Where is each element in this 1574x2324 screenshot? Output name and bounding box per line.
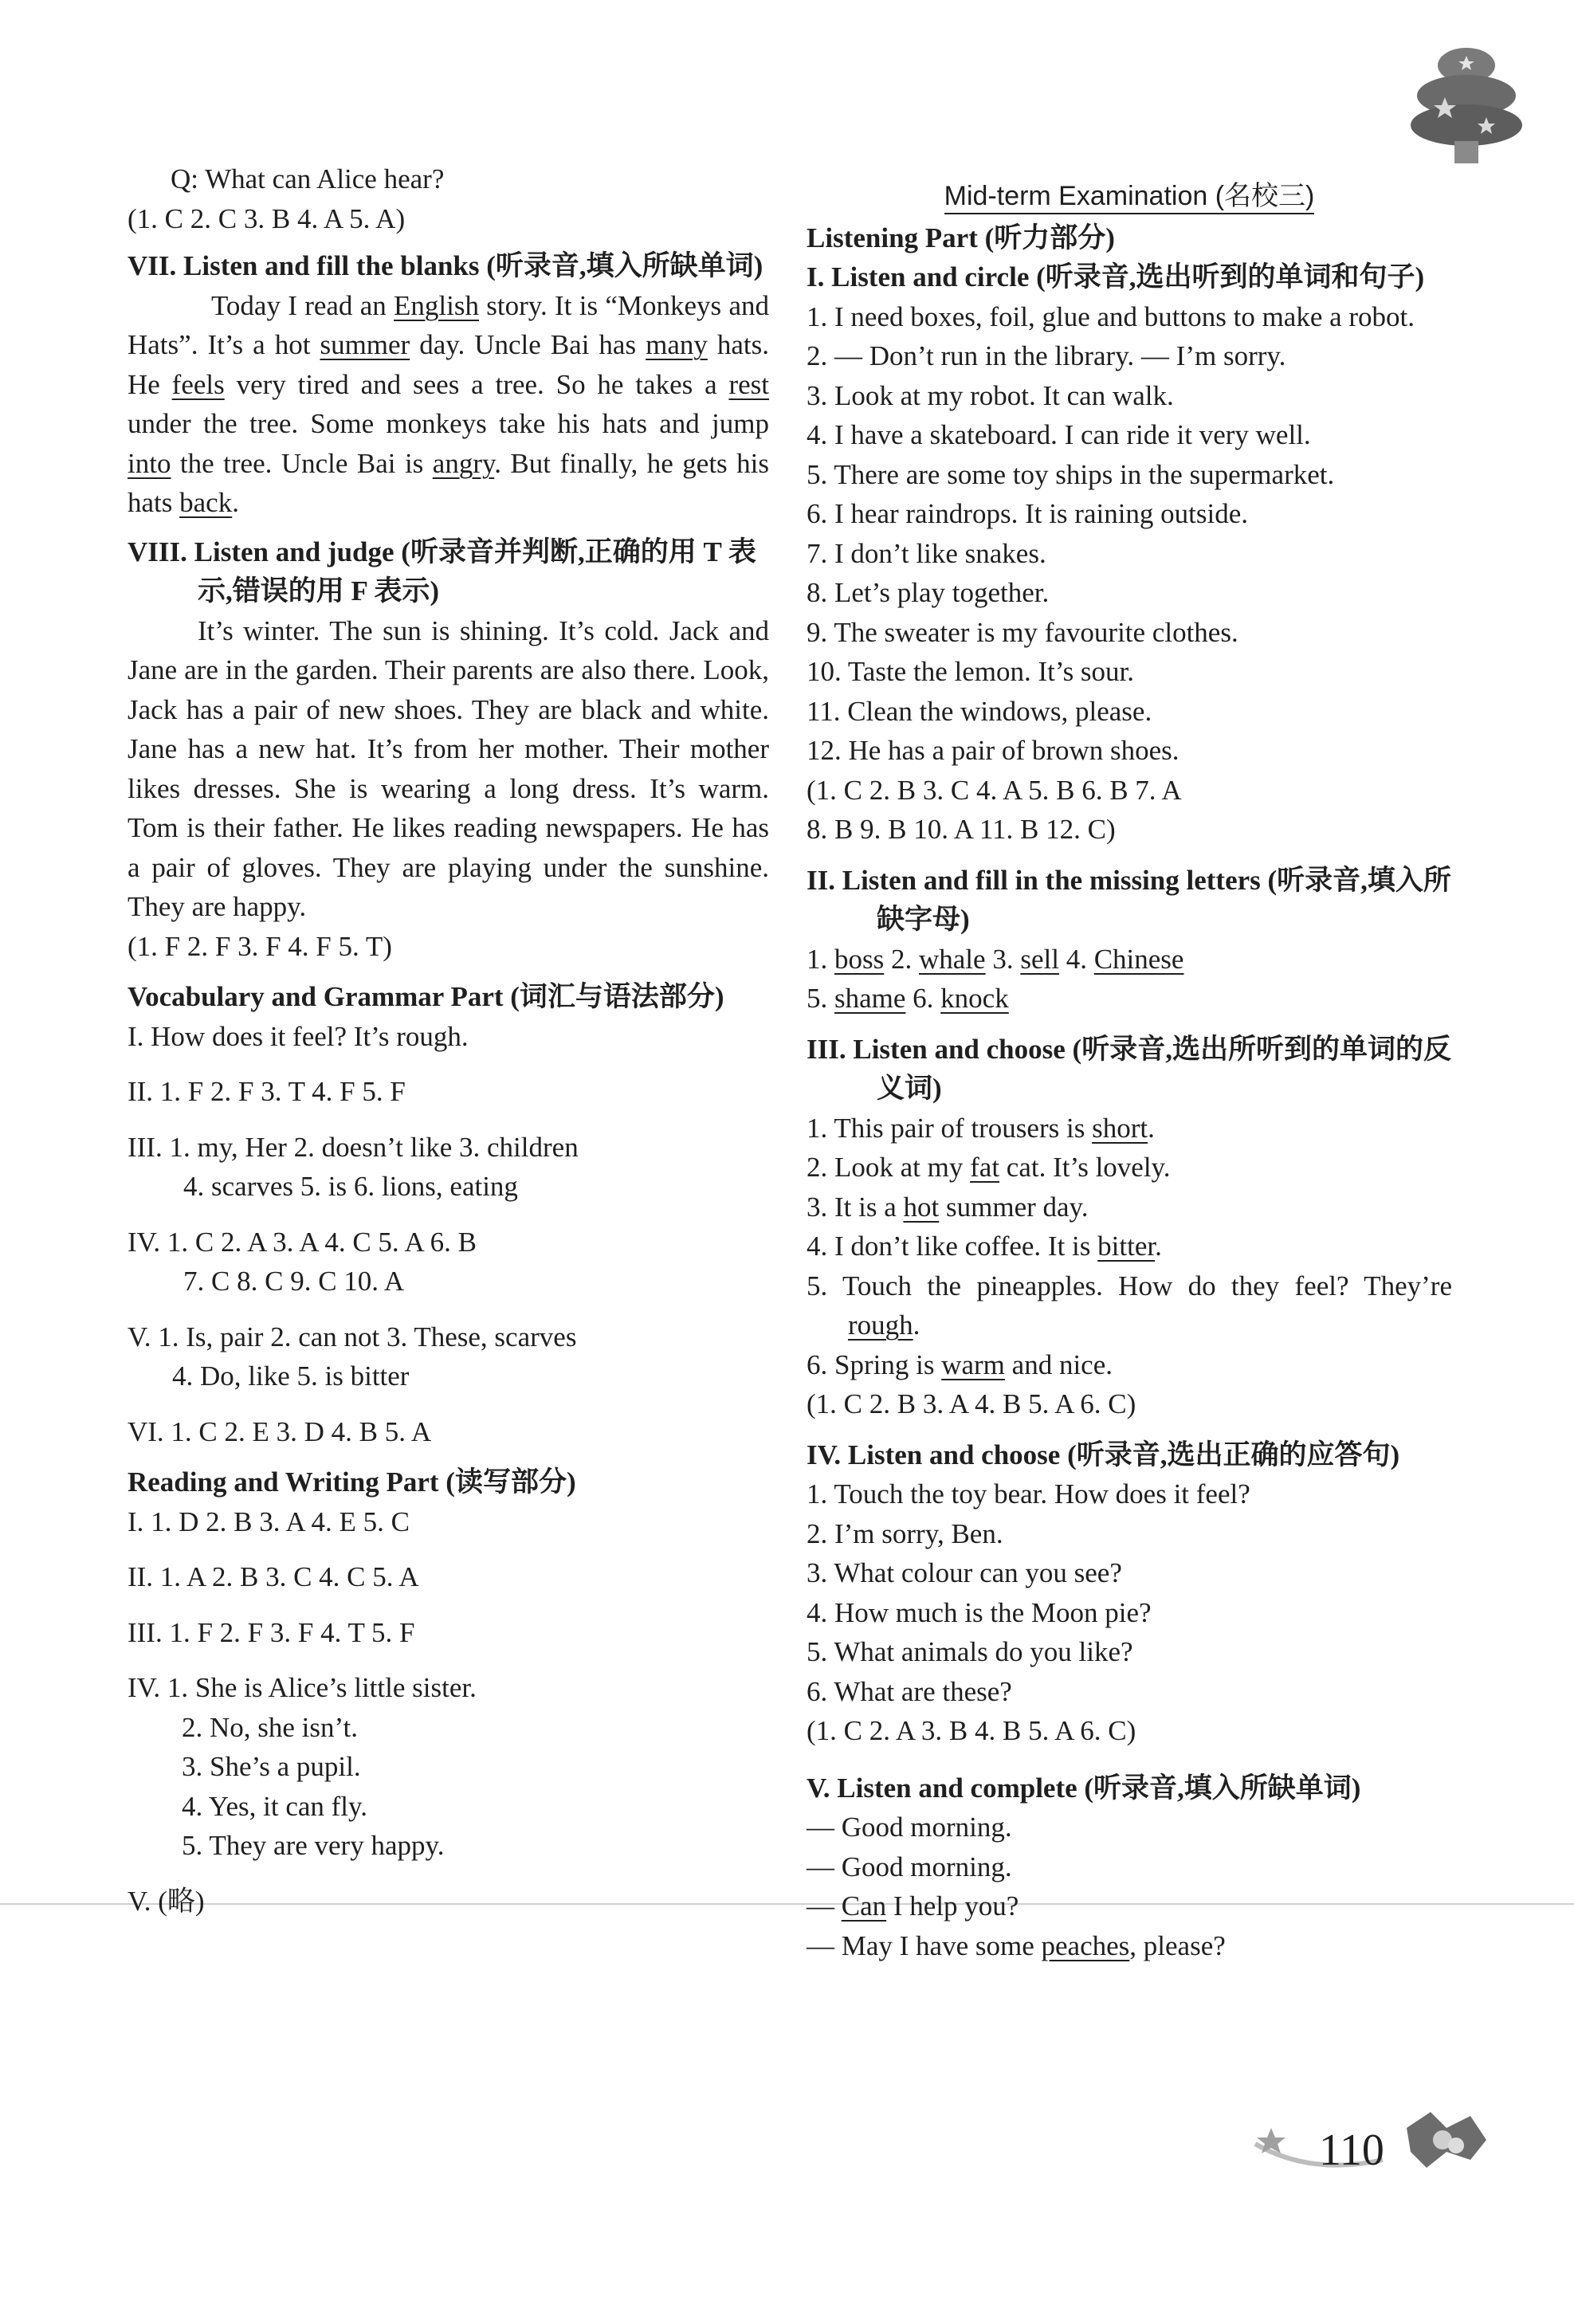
answer-line: II. 1. A 2. B 3. C 4. C 5. A xyxy=(128,1561,419,1592)
answer-line: 7. C 8. C 9. C 10. A xyxy=(183,1266,405,1297)
dialogue xyxy=(807,1808,1452,1965)
filled-blank: whale xyxy=(919,943,986,975)
filled-blank: Can xyxy=(841,1890,887,1922)
text-run: 6. Spring is xyxy=(807,1348,942,1380)
sentence-item: 6. What are these? xyxy=(807,1675,1012,1707)
question-line: Q: What can Alice hear? xyxy=(171,163,445,194)
answer-line: (1. C 2. A 3. B 4. B 5. A 6. C) xyxy=(807,1715,1136,1746)
answer-line: 4. Yes, it can fly. xyxy=(182,1790,368,1822)
answer-line: IV. 1. She is Alice’s little sister. xyxy=(128,1672,477,1703)
text-run: and nice. xyxy=(1004,1348,1113,1380)
filled-blank: many xyxy=(646,329,708,360)
filled-blank: Chinese xyxy=(1093,943,1184,975)
text-run: . xyxy=(913,1309,920,1341)
sentence-item xyxy=(807,1345,1452,1385)
text-run: 4. xyxy=(1058,943,1094,975)
sentence-list xyxy=(807,297,1452,771)
right-column xyxy=(807,177,1452,1965)
passage-fill-blanks xyxy=(128,286,769,523)
text-run: 2. Look at my xyxy=(807,1152,971,1183)
sentence-item: 11. Clean the windows, please. xyxy=(807,695,1152,727)
filled-blank: boss xyxy=(834,943,885,975)
text-run: 2. xyxy=(884,943,919,975)
text-run: cat. It’s lovely. xyxy=(999,1152,1171,1183)
text-run: under the tree. Some monkeys take his hats and jump xyxy=(128,408,769,439)
sentence-item: 1. I need boxes, foil, glue and buttons to make a robot. xyxy=(807,300,1415,332)
answer-line: 3. She’s a pupil. xyxy=(182,1751,361,1782)
part-heading: Listening Part (听力部分) xyxy=(807,222,1115,253)
page-number: 110 xyxy=(1319,2126,1384,2175)
sentence-item xyxy=(807,1148,1452,1188)
sentence-item: 3. Look at my robot. It can walk. xyxy=(807,379,1174,411)
filled-blank: angry xyxy=(432,447,495,479)
section-heading: II. Listen and fill in the missing letters (听录音,填入所缺字母) xyxy=(807,864,1451,935)
answer-line: 4. Do, like 5. is bitter xyxy=(172,1360,410,1392)
answer-line: V. 1. Is, pair 2. can not 3. These, scarves xyxy=(128,1321,577,1352)
text-run: Today I read an xyxy=(211,289,394,321)
sentence-item: 8. Let’s play together. xyxy=(807,577,1050,608)
filled-blank: bitter xyxy=(1097,1231,1156,1262)
tree-ornament-icon xyxy=(1407,41,1526,169)
sentence-list xyxy=(807,1109,1452,1385)
text-run: summer day. xyxy=(939,1191,1089,1223)
answer-line: II. 1. F 2. F 3. T 4. F 5. F xyxy=(128,1076,406,1107)
answer-line: (1. C 2. B 3. A 4. B 5. A 6. C) xyxy=(807,1388,1136,1419)
filled-blank: feels xyxy=(171,368,225,400)
sentence-item: 5. There are some toy ships in the supermarket. xyxy=(807,458,1335,490)
sentence-item: 7. I don’t like snakes. xyxy=(807,537,1046,569)
filled-blank: rough xyxy=(848,1309,913,1341)
sentence-item: 9. The sweater is my favourite clothes. xyxy=(807,616,1238,648)
text-run: day. Uncle Bai has xyxy=(410,329,646,360)
answer-line: IV. 1. C 2. A 3. A 4. C 5. A 6. B xyxy=(128,1226,477,1258)
filled-blank: shame xyxy=(834,983,906,1014)
sentence-item: 4. I have a skateboard. I can ride it very well. xyxy=(807,419,1311,450)
text-run: 5. Touch the pineapples. How do they feel? They’re xyxy=(807,1270,1452,1301)
sentence-item: 4. How much is the Moon pie? xyxy=(807,1596,1152,1628)
sentence-item: 12. He has a pair of brown shoes. xyxy=(807,735,1180,766)
answer-line: (1. F 2. F 3. F 4. F 5. T) xyxy=(128,930,392,962)
section-heading: VII. Listen and fill the blanks (听录音,填入所缺单词) xyxy=(128,250,763,281)
answer-line: (1. C 2. B 3. C 4. A 5. B 6. B 7. A xyxy=(807,774,1182,806)
answer-line: I. How does it feel? It’s rough. xyxy=(128,1020,469,1052)
filled-blank: peaches xyxy=(1041,1929,1130,1961)
left-column xyxy=(128,159,769,1921)
answer-line: VI. 1. C 2. E 3. D 4. B 5. A xyxy=(128,1415,432,1447)
section-heading: III. Listen and choose (听录音,选出所听到的单词的反义词) xyxy=(807,1033,1451,1104)
answer-line: III. 1. my, Her 2. doesn’t like 3. children xyxy=(128,1131,579,1163)
sentence-item: 6. I hear raindrops. It is raining outside. xyxy=(807,498,1249,529)
sentence-item xyxy=(807,1266,1452,1345)
word-row xyxy=(807,979,1452,1019)
sentence-item: 10. Taste the lemon. It’s sour. xyxy=(807,656,1135,687)
answer-line: 4. scarves 5. is 6. lions, eating xyxy=(183,1171,518,1202)
answer-line: 5. They are very happy. xyxy=(182,1830,445,1861)
dialogue-line xyxy=(807,1886,1452,1926)
sentence-item: 5. What animals do you like? xyxy=(807,1636,1133,1667)
part-heading: Reading and Writing Part (读写部分) xyxy=(128,1466,576,1498)
sentence-item: 3. What colour can you see? xyxy=(807,1557,1122,1588)
filled-blank: hot xyxy=(903,1191,940,1223)
text-run: . xyxy=(232,487,239,518)
sentence-item xyxy=(807,1188,1452,1227)
filled-blank: rest xyxy=(728,368,770,400)
word-row xyxy=(807,940,1452,979)
sentence-item xyxy=(807,1227,1452,1266)
filled-blank: back xyxy=(179,487,233,518)
text-run: very tired and sees a tree. So he takes a xyxy=(224,368,729,400)
text-run: I help you? xyxy=(886,1890,1019,1922)
sentence-item xyxy=(807,1109,1452,1148)
text-run: story. It is “Monkeys and Hats”. It’s a hot xyxy=(128,289,769,360)
section-heading: IV. Listen and choose (听录音,选出正确的应答句) xyxy=(807,1439,1400,1470)
exam-title-text: Mid-term Examination (名校三) xyxy=(944,181,1315,214)
text-run: hats. He xyxy=(128,329,769,400)
text-run: 4. I don’t like coffee. It is xyxy=(807,1231,1098,1262)
text-run: , please? xyxy=(1129,1929,1226,1961)
answer-line: I. 1. D 2. B 3. A 4. E 5. C xyxy=(128,1505,410,1537)
sentence-list xyxy=(807,1474,1452,1711)
text-run: . xyxy=(1148,1112,1155,1144)
filled-blank: fat xyxy=(970,1152,1000,1183)
section-heading: I. Listen and circle (听录音,选出听到的单词和句子) xyxy=(807,261,1425,292)
dialogue-line xyxy=(807,1847,1452,1887)
text-run: . But finally, he gets his hats xyxy=(128,447,769,518)
sentence-item: 2. I’m sorry, Ben. xyxy=(807,1517,1003,1549)
dialogue-line xyxy=(807,1926,1452,1966)
answer-line: V. (略) xyxy=(128,1885,205,1917)
filled-blank: knock xyxy=(940,983,1009,1014)
text-run: . xyxy=(1155,1231,1162,1262)
text-run: — Good morning. xyxy=(807,1851,1012,1882)
text-run: — Good morning. xyxy=(807,1812,1012,1843)
filled-blank: into xyxy=(128,447,171,479)
text-run: — May I have some xyxy=(807,1929,1042,1961)
answer-line: 8. B 9. B 10. A 11. B 12. C) xyxy=(807,814,1116,845)
text-run: 3. It is a xyxy=(807,1191,904,1223)
section-heading: V. Listen and complete (听录音,填入所缺单词) xyxy=(807,1772,1361,1804)
dialogue-line xyxy=(807,1808,1452,1847)
answer-line: 2. No, she isn’t. xyxy=(182,1711,359,1743)
sentence-item: 1. Touch the toy bear. How does it feel? xyxy=(807,1478,1250,1509)
answer-line: III. 1. F 2. F 3. F 4. T 5. F xyxy=(128,1616,415,1648)
text-run: — xyxy=(807,1890,842,1922)
text-run: 1. xyxy=(807,943,834,975)
text-run: 6. xyxy=(905,983,941,1014)
answer-line: (1. C 2. C 3. B 4. A 5. A) xyxy=(128,202,406,234)
filled-blank: short xyxy=(1092,1112,1148,1144)
exam-title xyxy=(807,177,1452,217)
filled-blank: sell xyxy=(1020,943,1059,975)
text-run: 3. xyxy=(985,943,1021,975)
text-run: 1. This pair of trousers is xyxy=(807,1112,1093,1144)
passage-judge: It’s winter. The sun is shining. It’s cold. Jack and Jane are in the garden. Their parents are also there. Look, Jack has a pair of new shoes. They are black and white. Jane has a new hat. It’s from her mother. Their mother likes dresses. She is wearing a long dress. It’s warm. Tom is their father. He likes reading newspapers. He has a pair of gloves. They are playing under the sunshine. They are happy. xyxy=(128,614,769,922)
part-heading: Vocabulary and Grammar Part (词汇与语法部分) xyxy=(128,981,724,1012)
section-heading: VIII. Listen and judge (听录音并判断,正确的用 T 表示,错误的用 F 表示) xyxy=(128,536,756,607)
text-run: the tree. Uncle Bai is xyxy=(171,447,433,479)
filled-blank: warm xyxy=(941,1348,1005,1380)
filled-blank: summer xyxy=(320,329,410,360)
sentence-item: 2. — Don’t run in the library. — I’m sorry. xyxy=(807,340,1286,371)
text-run: 5. xyxy=(807,983,834,1014)
filled-blank: English xyxy=(394,289,479,321)
